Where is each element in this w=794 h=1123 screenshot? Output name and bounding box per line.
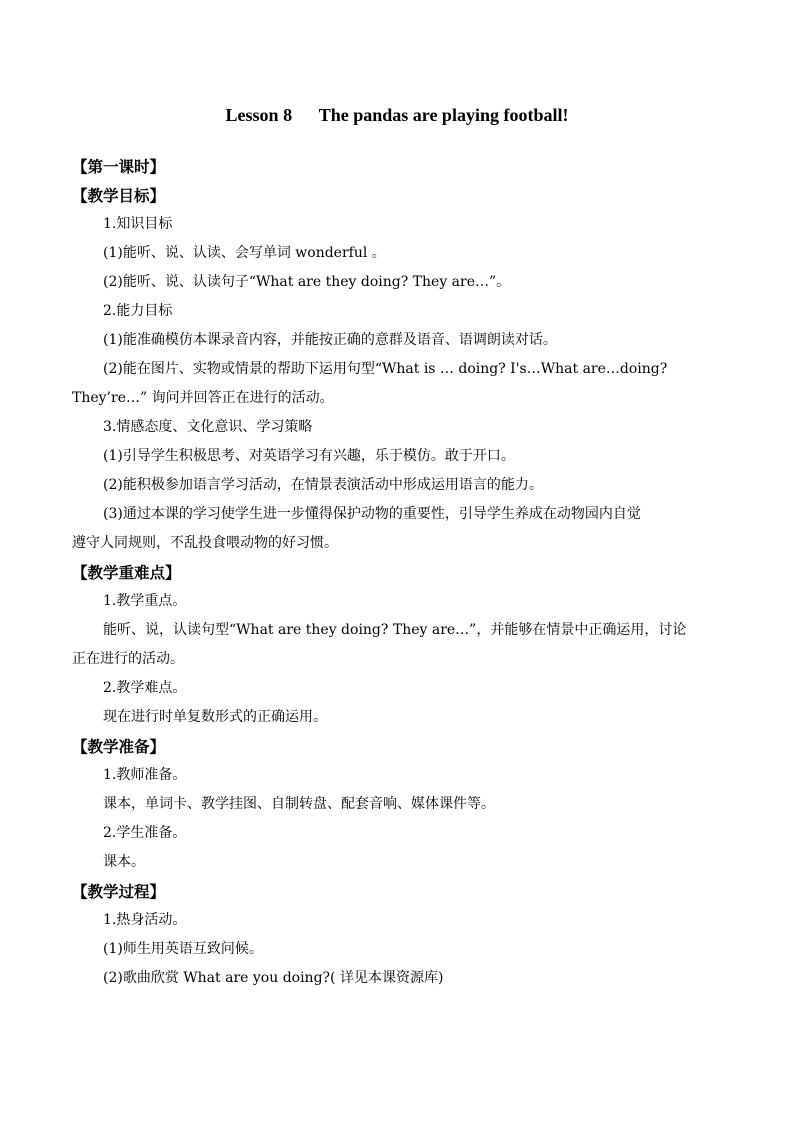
paragraph-line: They’re…” 询问并回答正在进行的活动。 xyxy=(72,390,334,406)
section-heading: 【第一课时】 xyxy=(72,157,166,176)
paragraph-line: 遵守人同规则，不乱投食喂动物的好习惯。 xyxy=(72,535,338,551)
paragraph-line: (1)能准确模仿本课录音内容，并能按正确的意群及语音、语调朗读对话。 xyxy=(103,332,557,348)
paragraph-line: 2.学生准备。 xyxy=(103,825,187,841)
paragraph-line: (2)能在图片、实物或情景的帮助下运用句型“What is … doing? I's…What are…doing? xyxy=(103,361,668,377)
paragraph-line: 现在进行时单复数形式的正确运用。 xyxy=(103,709,327,725)
paragraph-line: (1)引导学生积极思考、对英语学习有兴趣，乐于模仿。敢于开口。 xyxy=(103,448,515,464)
paragraph-line: (2)能积极参加语言学习活动，在情景表演活动中形成运用语言的能力。 xyxy=(103,477,543,493)
paragraph-line: 1.教师准备。 xyxy=(103,767,187,783)
paragraph-line: 2.能力目标 xyxy=(103,303,173,319)
paragraph-line: 正在进行的活动。 xyxy=(72,651,184,667)
paragraph-line: 1.教学重点。 xyxy=(103,593,187,609)
paragraph-line: 3.情感态度、文化意识、学习策略 xyxy=(103,419,313,435)
paragraph-line: 能听、说，认读句型“What are they doing? They are…”，并能够在情景中正确运用，讨论 xyxy=(103,622,687,638)
paragraph-line: 1.知识目标 xyxy=(103,216,173,232)
paragraph-line: (1)能听、说、认读、会写单词 wonderful 。 xyxy=(103,245,386,261)
paragraph-line: (1)师生用英语互致问候。 xyxy=(103,941,263,957)
section-heading: 【教学重难点】 xyxy=(72,563,181,582)
paragraph-line: 课本。 xyxy=(103,854,145,870)
lesson-title: Lesson 8 The pandas are playing football! xyxy=(225,105,569,125)
section-heading: 【教学准备】 xyxy=(72,737,166,756)
paragraph-line: (3)通过本课的学习使学生进一步懂得保护动物的重要性，引导学生养成在动物园内自觉 xyxy=(103,506,641,522)
paragraph-line: 1.热身活动。 xyxy=(103,912,187,928)
section-heading: 【教学过程】 xyxy=(72,882,166,901)
document-body xyxy=(72,152,722,993)
paragraph-line: 课本，单词卡、教学挂图、自制转盘、配套音响、媒体课件等。 xyxy=(103,796,495,812)
paragraph-line: (2)能听、说、认读句子“What are they doing? They are…”。 xyxy=(103,274,511,290)
paragraph-line: 2.教学难点。 xyxy=(103,680,187,696)
paragraph-line: (2)歌曲欣赏 What are you doing?( 详见本课资源库) xyxy=(103,970,444,986)
section-heading: 【教学目标】 xyxy=(72,186,166,205)
